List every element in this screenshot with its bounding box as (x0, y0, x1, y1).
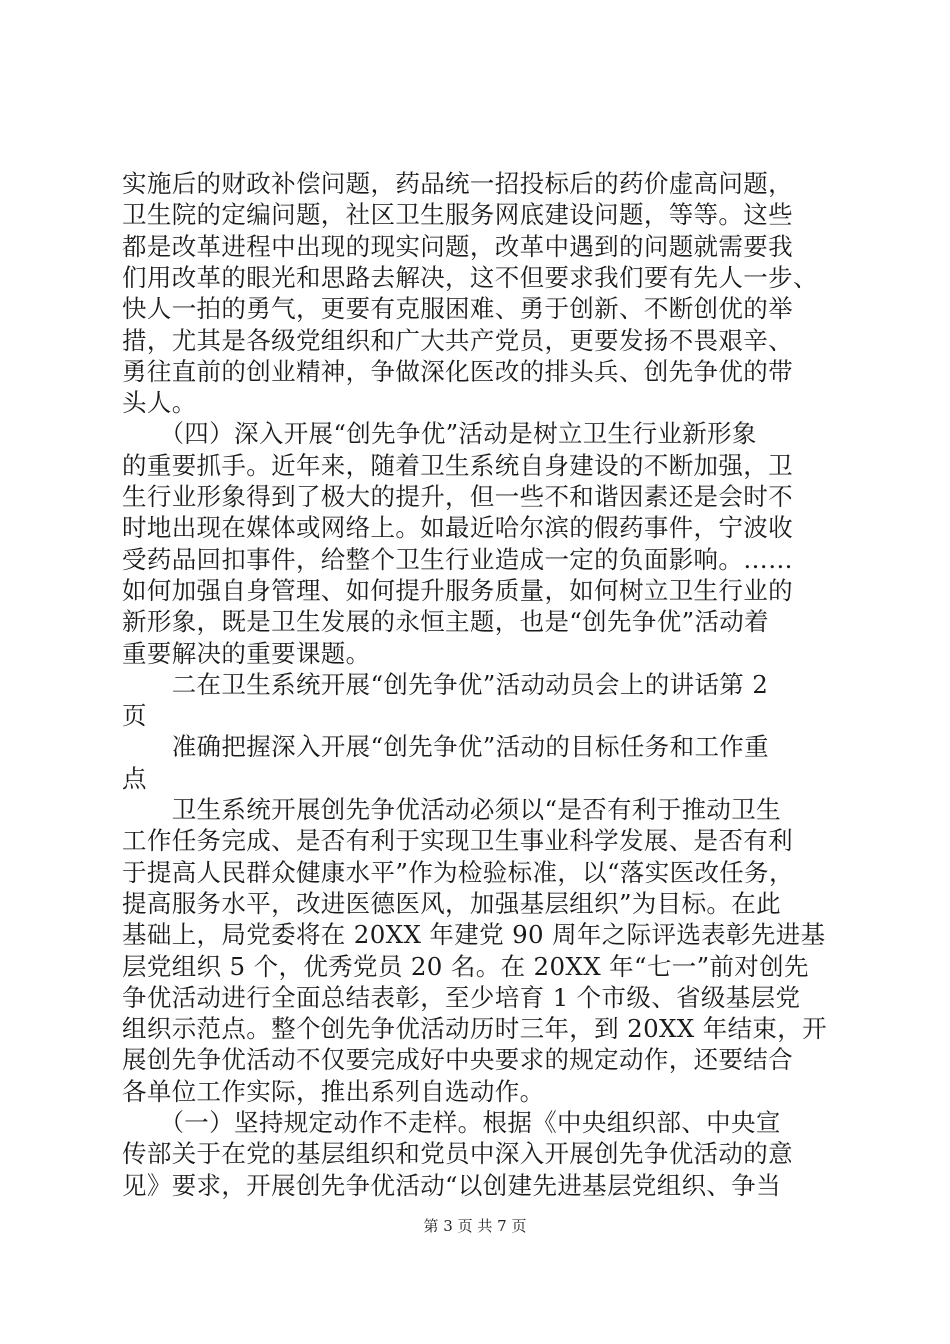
text-line: 层党组织 5 个，优秀党员 20 名。在 20XX 年“七一”前对创先 (122, 951, 809, 981)
text-line: 组织示范点。整个创先争优活动历时三年，到 20XX 年结束，开 (122, 1014, 827, 1044)
text-line: 们用改革的眼光和思路去解决，这不但要求我们要有先人一步、 (122, 262, 818, 292)
text-line: 展创先争优活动不仅要完成好中央要求的规定动作，还要结合 (122, 1045, 793, 1075)
text-line: （一）坚持规定动作不走样。根据《中央组织部、中央宣 (122, 1108, 781, 1137)
text-line: 勇往直前的创业精神，争做深化医改的排头兵、创先争优的带 (122, 356, 793, 386)
text-line: 的重要抓手。近年来，随着卫生系统自身建设的不断加强，卫 (122, 450, 793, 480)
text-line: 于提高人民群众健康水平”作为检验标准，以“落实医改任务， (122, 857, 794, 887)
text-line: 卫生院的定编问题，社区卫生服务网底建设问题，等等。这些 (122, 200, 793, 230)
text-line: 措，尤其是各级党组织和广大共产党员，更要发扬不畏艰辛、 (122, 325, 793, 355)
text-line: 各单位工作实际，推出系列自选动作。 (122, 1076, 545, 1106)
text-line: 实施后的财政补偿问题，药品统一招投标后的药价虚高问题， (122, 169, 793, 198)
text-line: 卫生系统开展创先争优活动必须以“是否有利于推动卫生 (122, 795, 781, 824)
text-line: 准确把握深入开展“创先争优”活动的目标任务和工作重 (122, 732, 769, 762)
text-line: 重要解决的重要课题。 (122, 638, 371, 668)
text-line: 页 (122, 701, 147, 731)
text-line: 受药品回扣事件，给整个卫生行业造成一定的负面影响。…… (122, 544, 793, 574)
text-line: 见》要求，开展创先争优活动“以创建先进基层党组织、争当 (122, 1170, 781, 1200)
text-line: 都是改革进程中出现的现实问题，改革中遇到的问题就需要我 (122, 231, 793, 261)
text-line: 工作任务完成、是否有利于实现卫生事业科学发展、是否有利 (122, 826, 793, 856)
text-line: 提高服务水平，改进医德医风，加强基层组织”为目标。在此 (122, 888, 781, 918)
text-line: 二在卫生系统开展“创先争优”活动动员会上的讲话第 2 (122, 669, 769, 699)
text-line: 争优活动进行全面总结表彰，至少培育 1 个市级、省级基层党 (122, 982, 801, 1012)
text-line: 头人。 (122, 388, 197, 418)
text-line: 如何加强自身管理、如何提升服务质量，如何树立卫生行业的 (122, 575, 793, 605)
text-line: 基础上，局党委将在 20XX 年建党 90 周年之际评选表彰先进基 (122, 920, 826, 950)
text-line: 快人一拍的勇气，更要有克服困难、勇于创新、不断创优的举 (122, 294, 793, 324)
text-line: 新形象，既是卫生发展的永恒主题，也是“创先争优”活动着 (122, 607, 769, 637)
text-line: （四）深入开展“创先争优”活动是树立卫生行业新形象 (122, 419, 757, 449)
text-line: 时地出现在媒体或网络上。如最近哈尔滨的假药事件，宁波收 (122, 513, 793, 543)
page-footer: 第 3 页 共 7 页 (423, 1217, 527, 1235)
text-line: 传部关于在党的基层组织和党员中深入开展创先争优活动的意 (122, 1139, 793, 1169)
text-line: 点 (122, 763, 147, 793)
text-line: 生行业形象得到了极大的提升，但一些不和谐因素还是会时不 (122, 482, 793, 511)
